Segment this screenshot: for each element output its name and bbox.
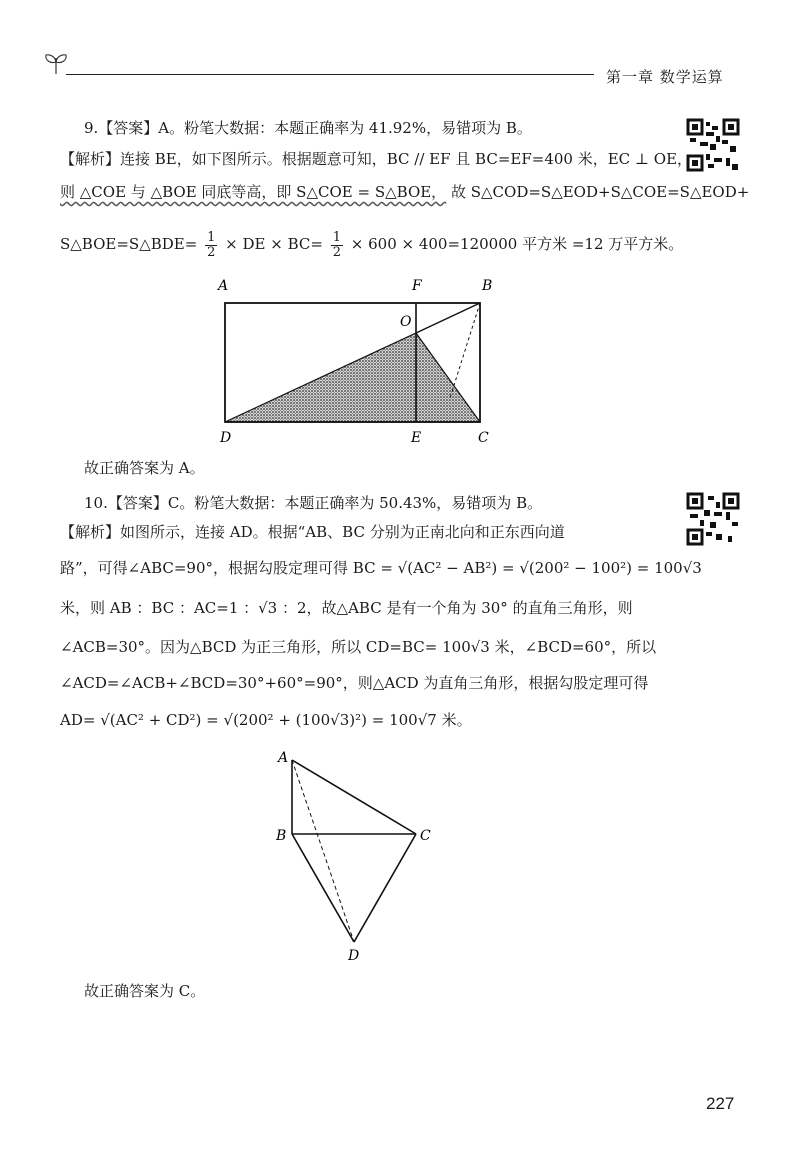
segment-ob: [416, 303, 480, 333]
q9-line3-b: × DE × BC=: [225, 235, 323, 253]
q10-analysis-line6: AD= √(AC² + CD²) = √(200² + (100√3)²) = 100√7 米。: [60, 711, 472, 729]
q9-analysis-line3: [60, 228, 800, 260]
leaf-icon: [42, 52, 70, 76]
q9-answer-line: 9.【答案】A。粉笔大数据：本题正确率为 41.92%，易错项为 B。: [84, 119, 532, 137]
fraction-one-half: [331, 231, 343, 260]
segment-be-dashed: [450, 303, 480, 398]
label-C: C: [478, 430, 489, 446]
q9-conclusion: 故正确答案为 A。: [84, 459, 205, 477]
q10-analysis-line4: ∠ACB=30°。因为△BCD 为正三角形，所以 CD=BC= 100√3 米，∠BCD=60°，所以: [60, 638, 657, 656]
chapter-title: 第一章 数学运算: [606, 68, 724, 86]
label-A: A: [278, 750, 289, 766]
label-F: F: [412, 278, 422, 294]
label-B: B: [482, 278, 493, 294]
q9-line3-c: × 600 × 400=120000 平方米 =12 万平方米。: [350, 235, 684, 253]
segment-bd: [292, 834, 354, 942]
q9-rectangle-figure: [200, 270, 520, 450]
fraction-numerator: 1: [207, 229, 216, 245]
q9-line3-a: S△BOE=S△BDE=: [60, 235, 198, 253]
fraction-one-half: [205, 231, 217, 260]
q10-analysis-line5: ∠ACD=∠ACB+∠BCD=30°+60°=90°，则△ACD 为直角三角形，根据勾股定理可得: [60, 674, 649, 692]
label-E: E: [411, 430, 422, 446]
q9-analysis-line1: 【解析】连接 BE，如下图所示。根据题意可知，BC // EF 且 BC=EF=400 米，EC ⊥ OE，: [60, 150, 693, 168]
label-B: B: [276, 828, 287, 844]
label-C: C: [420, 828, 431, 844]
page-number: 227: [706, 1094, 735, 1113]
q9-analysis-line2: [60, 180, 800, 204]
fraction-denominator: 2: [207, 244, 216, 260]
label-A: A: [218, 278, 229, 294]
shaded-triangle-dco: [225, 333, 480, 422]
q10-answer-line: 10.【答案】C。粉笔大数据：本题正确率为 50.43%，易错项为 B。: [84, 494, 543, 512]
q10-analysis-line2: 路”，可得∠ABC=90°，根据勾股定理可得 BC = √(AC² − AB²) = √(200² − 100²) = 100√3: [60, 559, 702, 577]
header-rule: [66, 74, 594, 75]
segment-ac: [292, 760, 416, 834]
q10-conclusion: 故正确答案为 C。: [84, 982, 206, 1000]
q9-analysis-line2-underlined: 则 △COE 与 △BOE 同底等高，即 S△COE = S△BOE，: [60, 183, 447, 201]
q10-triangle-figure: [270, 748, 440, 968]
label-D: D: [220, 430, 232, 446]
fraction-numerator: 1: [332, 229, 341, 245]
segment-cd: [354, 834, 416, 942]
label-O: O: [400, 314, 412, 330]
q9-analysis-line2-rest: 故 S△COD=S△EOD+S△COE=S△EOD+: [450, 183, 750, 201]
label-D: D: [348, 948, 360, 964]
q10-analysis-line1: 【解析】如图所示，连接 AD。根据“AB、BC 分别为正南北向和正东西向道: [60, 523, 565, 541]
fraction-denominator: 2: [332, 244, 341, 260]
q10-analysis-line3: 米，则 AB ：BC ：AC=1 ：√3 ：2，故△ABC 是有一个角为 30° 的直角三角形，则: [60, 599, 633, 617]
